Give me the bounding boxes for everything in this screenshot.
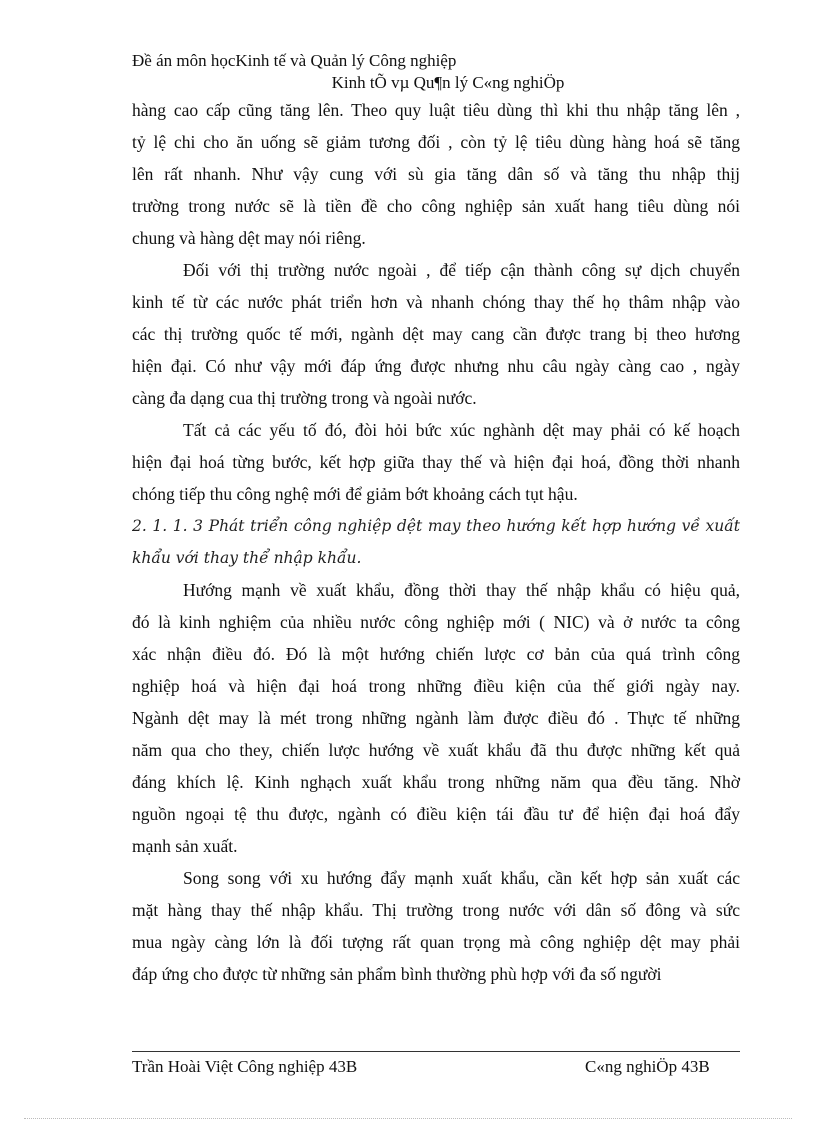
header-course-title: Đề án môn họcKinh tế và Quản lý Công nghiệp bbox=[132, 51, 457, 70]
heading-line: 2. 1. 1. 3 Phát triển công nghiệp dệt may theo hướng kết hợp hướng về xuất bbox=[132, 517, 740, 535]
footer-garbled-class: C«ng nghiÖp 43B bbox=[585, 1057, 710, 1076]
text-line: chóng tiếp thu công nghệ mới để giảm bớt khoảng cách tụt hậu. bbox=[132, 484, 578, 504]
text-line: càng đa dạng cua thị trường trong và ngoài nước. bbox=[132, 388, 477, 408]
text-line: Đối với thị trường nước ngoài , để tiếp cận thành công sự dịch chuyển bbox=[183, 260, 740, 280]
paragraph bbox=[132, 414, 740, 510]
text-line: hiện đại hoá từng bước, kết hợp giữa thay thế và hiện đại hoá, đồng thời nhanh bbox=[132, 452, 740, 472]
text-line: trường trong nước sẽ là tiền đề cho công nghiệp sản xuất hang tiêu dùng nói bbox=[132, 196, 740, 216]
footer-author: Trần Hoài Việt Công nghiệp 43B bbox=[132, 1057, 358, 1076]
text-line: nguồn ngoại tệ thu được, ngành có điều kiện tái đầu tư để hiện đại hoá đẩy bbox=[132, 804, 740, 824]
paragraph bbox=[132, 94, 740, 254]
text-line: năm qua cho they, chiến lược hướng về xuất khẩu đã thu được những kết quả bbox=[132, 740, 740, 760]
text-line: Tất cả các yếu tố đó, đòi hỏi bức xúc nghành dệt may phải có kế hoạch bbox=[183, 420, 740, 440]
text-line: Ngành dệt may là mét trong những ngành làm được điều đó . Thực tế những bbox=[132, 708, 740, 728]
section-heading bbox=[132, 510, 740, 574]
paragraph bbox=[132, 574, 740, 862]
text-line: hiện đại. Có như vậy mới đáp ứng được nhưng nhu câu ngày càng cao , ngày bbox=[132, 356, 740, 376]
text-line: mua ngày càng lớn là đối tượng rất quan trọng mà công nghiệp dệt may phải bbox=[132, 932, 740, 952]
document-body bbox=[132, 94, 740, 990]
page-boundary bbox=[24, 1118, 792, 1119]
header-garbled-title: Kinh tÕ vµ Qu¶n lý C«ng nghiÖp bbox=[331, 73, 565, 92]
text-line: Hướng mạnh về xuất khẩu, đồng thời thay thế nhập khẩu có hiệu quả, bbox=[183, 580, 740, 600]
text-line: lên rất nhanh. Như vậy cung với sù gia tăng dân số và tăng thu nhập thịj bbox=[132, 164, 740, 184]
heading-line: khẩu với thay thể nhập khẩu. bbox=[132, 549, 362, 567]
text-line: đáng khích lệ. Kinh nghạch xuất khẩu trong những năm qua đều tăng. Nhờ bbox=[132, 772, 740, 792]
text-line: nghiệp hoá và hiện đại hoá trong những điều kiện của thế giới ngày nay. bbox=[132, 676, 740, 696]
text-line: đó là kinh nghiệm của nhiều nước công nghiệp mới ( NIC) và ở nước ta công bbox=[132, 612, 740, 632]
text-line: các thị trường quốc tế mới, ngành dệt may cang cần được trang bị theo hương bbox=[132, 324, 740, 344]
text-line: kinh tế từ các nước phát triển hơn và nhanh chóng thay thế họ thâm nhập vào bbox=[132, 292, 740, 312]
footer-divider bbox=[132, 1051, 740, 1052]
text-line: tỷ lệ chi cho ăn uống sẽ giảm tương đối , còn tỷ lệ tiêu dùng hàng hoá sẽ tăng bbox=[132, 132, 740, 152]
paragraph bbox=[132, 254, 740, 414]
text-line: Song song với xu hướng đẩy mạnh xuất khẩu, cần kết hợp sản xuất các bbox=[183, 868, 740, 888]
paragraph bbox=[132, 862, 740, 990]
text-line: đáp ứng cho được từ những sản phẩm bình thường phù hợp với đa số người bbox=[132, 964, 662, 984]
text-line: xác nhận điều đó. Đó là một hướng chiến lược cơ bản của quá trình công bbox=[132, 644, 740, 664]
text-line: hàng cao cấp cũng tăng lên. Theo quy luật tiêu dùng thì khi thu nhập tăng lên , bbox=[132, 100, 740, 120]
text-line: mạnh sản xuất. bbox=[132, 836, 238, 856]
text-line: chung và hàng dệt may nói riêng. bbox=[132, 228, 366, 248]
text-line: mặt hàng thay thế nhập khẩu. Thị trường trong nước với dân số đông và sức bbox=[132, 900, 740, 920]
